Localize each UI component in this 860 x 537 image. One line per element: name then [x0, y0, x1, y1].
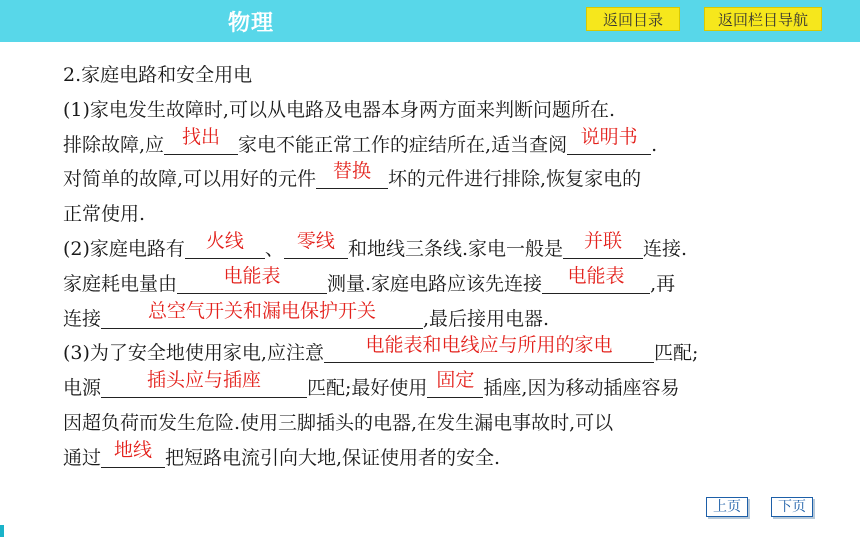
answer-blank	[177, 264, 327, 294]
back-to-contents-button[interactable]: 返回目录	[586, 7, 680, 31]
answer-text: 地线	[114, 438, 153, 461]
text-segment: 把短路电流引向大地,保证使用者的安全.	[165, 446, 501, 469]
text-segment: 电源	[63, 377, 102, 400]
answer-text: 电能表	[567, 264, 625, 287]
subject-title: 物理	[228, 11, 275, 36]
text-segment: 连接	[63, 307, 102, 330]
corner-accent	[0, 525, 4, 537]
answer-blank	[101, 299, 423, 329]
p2-line-1	[63, 229, 803, 267]
p2-line-2	[63, 264, 803, 302]
answer-text: 并联	[583, 229, 622, 252]
answer-blank	[563, 229, 643, 259]
text-segment: 插座,因为移动插座容易	[483, 377, 680, 400]
text-segment: 家电不能正常工作的症结所在,适当查阅	[238, 133, 568, 156]
text-segment: 对简单的故障,可以用好的元件	[63, 168, 317, 191]
p1-line-3	[63, 162, 803, 197]
p1-line-1: (1)家电发生故障时,可以从电路及电器本身两方面来判断问题所在.	[63, 98, 615, 121]
text-segment: 连接.	[642, 237, 688, 260]
text-segment: 匹配;	[653, 342, 699, 365]
answer-text: 电能表和电线应与所用的家电	[365, 334, 613, 357]
p3-line-4	[63, 438, 803, 476]
answer-blank	[427, 369, 483, 398]
answer-text: 插头应与插座	[147, 369, 262, 392]
answer-blank	[185, 229, 265, 259]
answer-blank	[164, 125, 238, 155]
p3-line-3: 因超负荷而发生危险.使用三脚插头的电器,在发生漏电事故时,可以	[63, 411, 614, 434]
text-segment: (2)家庭电路有	[63, 237, 185, 260]
answer-text: 零线	[296, 229, 335, 252]
top-bar	[0, 0, 860, 42]
text-segment: (3)为了安全地使用家电,应注意	[63, 342, 324, 365]
text-segment: 和地线三条线.家电一般是	[347, 237, 563, 260]
text-segment: 、	[264, 237, 284, 260]
answer-text: 火线	[205, 229, 244, 252]
document-body	[63, 58, 803, 476]
answer-blank	[542, 264, 650, 294]
p2-line-3	[63, 299, 803, 337]
answer-text: 电能表	[223, 264, 281, 287]
answer-blank	[324, 334, 654, 363]
answer-blank	[284, 229, 348, 259]
answer-blank	[316, 160, 388, 189]
p3-line-2	[63, 371, 803, 406]
text-segment: 通过	[63, 446, 102, 469]
answer-text: 找出	[182, 125, 221, 148]
answer-text: 总空气开关和漏电保护开关	[148, 299, 377, 322]
answer-blank	[101, 438, 165, 468]
answer-text: 说明书	[580, 125, 638, 148]
next-page-button[interactable]: 下页	[771, 497, 813, 517]
p1-line-4: 正常使用.	[63, 203, 146, 226]
p3-line-1	[63, 336, 803, 371]
text-segment: .	[651, 133, 658, 156]
text-segment: 坏的元件进行排除,恢复家电的	[388, 168, 642, 191]
back-to-column-nav-button[interactable]: 返回栏目导航	[704, 7, 822, 31]
text-segment: 家庭耗电量由	[63, 272, 178, 295]
answer-blank	[567, 125, 651, 155]
text-segment: 排除故障,应	[63, 133, 165, 156]
text-segment: ,再	[650, 272, 676, 295]
p1-line-2	[63, 125, 803, 163]
answer-text: 固定	[436, 369, 475, 392]
section-title: 2.家庭电路和安全用电	[63, 64, 253, 86]
answer-blank	[101, 369, 307, 398]
text-segment: 匹配;最好使用	[307, 377, 428, 400]
text-segment: 测量.家庭电路应该先连接	[327, 272, 543, 295]
answer-text: 替换	[333, 160, 372, 183]
prev-page-button[interactable]: 上页	[706, 497, 748, 517]
text-segment: ,最后接用电器.	[423, 307, 550, 330]
